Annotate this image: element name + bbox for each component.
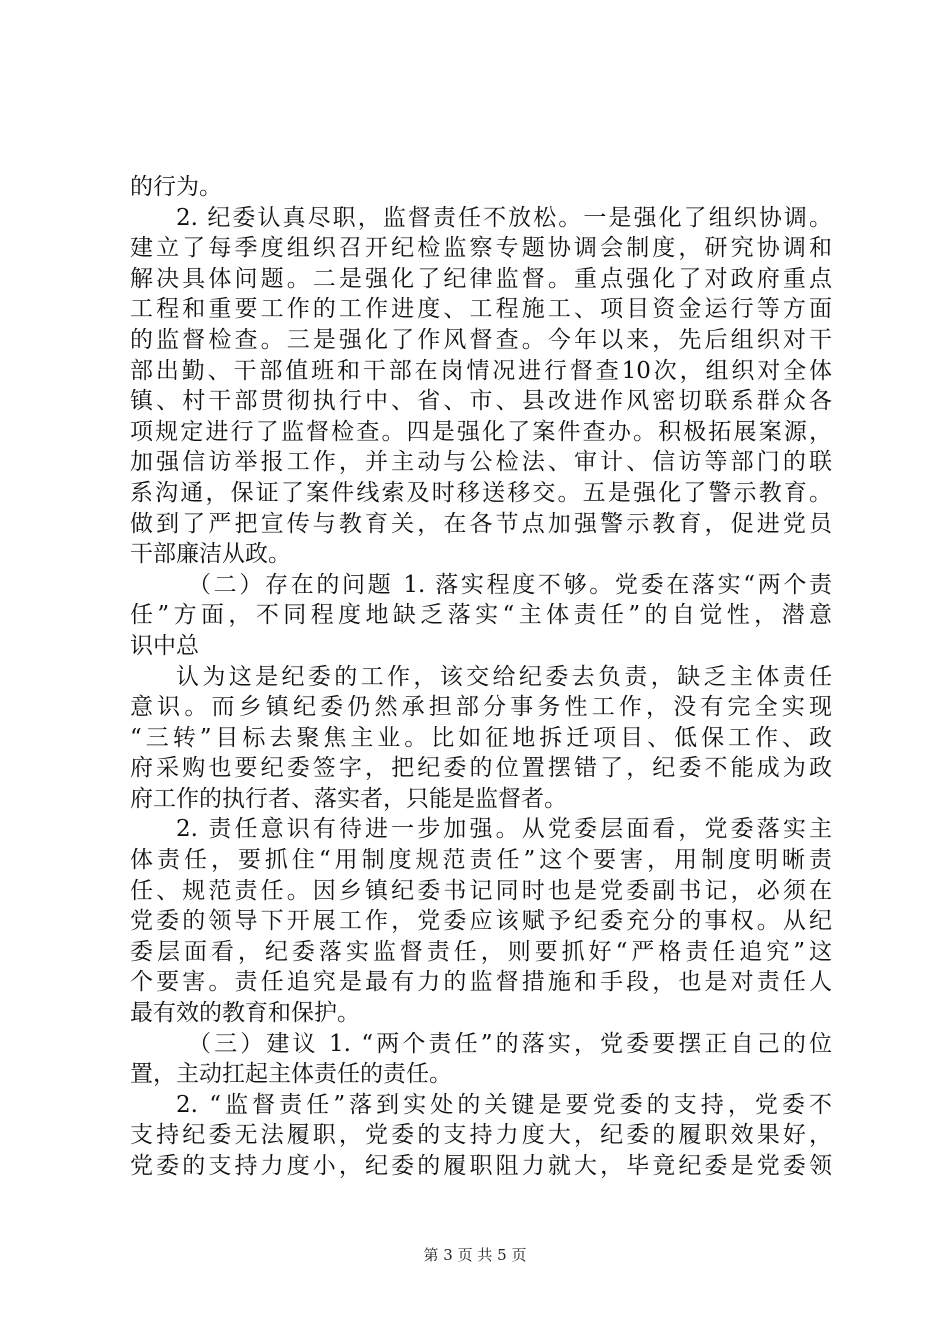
text-line: 识中总 (130, 632, 199, 659)
text-line: 党委的领导下开展工作，党委应该赋予纪委充分的事权。从纪 (130, 908, 832, 935)
text-line: 认为这是纪委的工作，该交给纪委去负责，缺乏主体责任 (176, 663, 832, 690)
page-number-footer: 第 3 页 共 5 页 (423, 1246, 527, 1264)
text-line: 加强信访举报工作，并主动与公检法、审计、信访等部门的联 (130, 449, 832, 476)
text-line: 镇、村干部贯彻执行中、省、市、县改进作风密切联系群众各 (130, 388, 832, 415)
text-line: 意识。而乡镇纪委仍然承担部分事务性工作，没有完全实现 (130, 694, 832, 721)
text-line: “三转”目标去聚焦主业。比如征地拆迁项目、低保工作、政 (130, 724, 832, 751)
text-line: 的监督检查。三是强化了作风督查。今年以来，先后组织对干 (130, 326, 832, 353)
text-line: 工程和重要工作的工作进度、工程施工、项目资金运行等方面 (130, 296, 832, 323)
section-heading-line: （二）存在的问题 1. 落实程度不够。党委在落实“两个责 (188, 571, 832, 598)
text-line: 府采购也要纪委签字，把纪委的位置摆错了，纪委不能成为政 (130, 755, 832, 782)
text-line: 任”方面，不同程度地缺乏落实“主体责任”的自觉性，潜意 (130, 602, 832, 629)
text-line: 干部廉洁从政。 (130, 541, 291, 568)
section-heading-line: （三）建议 1. “两个责任”的落实，党委要摆正自己的位 (188, 1030, 832, 1057)
text-line: 解决具体问题。二是强化了纪律监督。重点强化了对政府重点 (130, 265, 832, 292)
text-line: 委层面看，纪委落实监督责任，则要抓好“严格责任追究”这 (130, 938, 832, 965)
text-line: 2. “监督责任”落到实处的关键是要党委的支持，党委不 (176, 1091, 832, 1118)
text-line: 2. 责任意识有待进一步加强。从党委层面看，党委落实主 (176, 816, 832, 843)
text-line: 党委的支持力度小，纪委的履职阻力就大，毕竟纪委是党委领 (130, 1153, 832, 1179)
text-line: 置，主动扛起主体责任的责任。 (130, 1061, 452, 1088)
text-line: 2. 纪委认真尽职，监督责任不放松。一是强化了组织协调。 (176, 204, 832, 231)
text-line: 个要害。责任追究是最有力的监督措施和手段，也是对责任人 (130, 969, 832, 996)
text-line: 项规定进行了监督检查。四是强化了案件查办。积极拓展案源， (130, 418, 832, 445)
text-line: 府工作的执行者、落实者，只能是监督者。 (130, 785, 567, 812)
text-line: 做到了严把宣传与教育关，在各节点加强警示教育，促进党员 (130, 510, 832, 537)
text-line: 的行为。 (130, 174, 222, 200)
text-line: 部出勤、干部值班和干部在岗情况进行督查10次，组织对全体 (130, 357, 832, 384)
text-line: 体责任，要抓住“用制度规范责任”这个要害，用制度明晰责 (130, 847, 832, 874)
text-line: 最有效的教育和保护。 (130, 1000, 360, 1027)
text-line: 任、规范责任。因乡镇纪委书记同时也是党委副书记，必须在 (130, 877, 832, 904)
text-line: 建立了每季度组织召开纪检监察专题协调会制度，研究协调和 (130, 235, 832, 262)
text-line: 系沟通，保证了案件线索及时移送移交。五是强化了警示教育。 (130, 479, 832, 506)
document-body (130, 172, 832, 1182)
text-line: 支持纪委无法履职，党委的支持力度大，纪委的履职效果好， (130, 1122, 832, 1149)
